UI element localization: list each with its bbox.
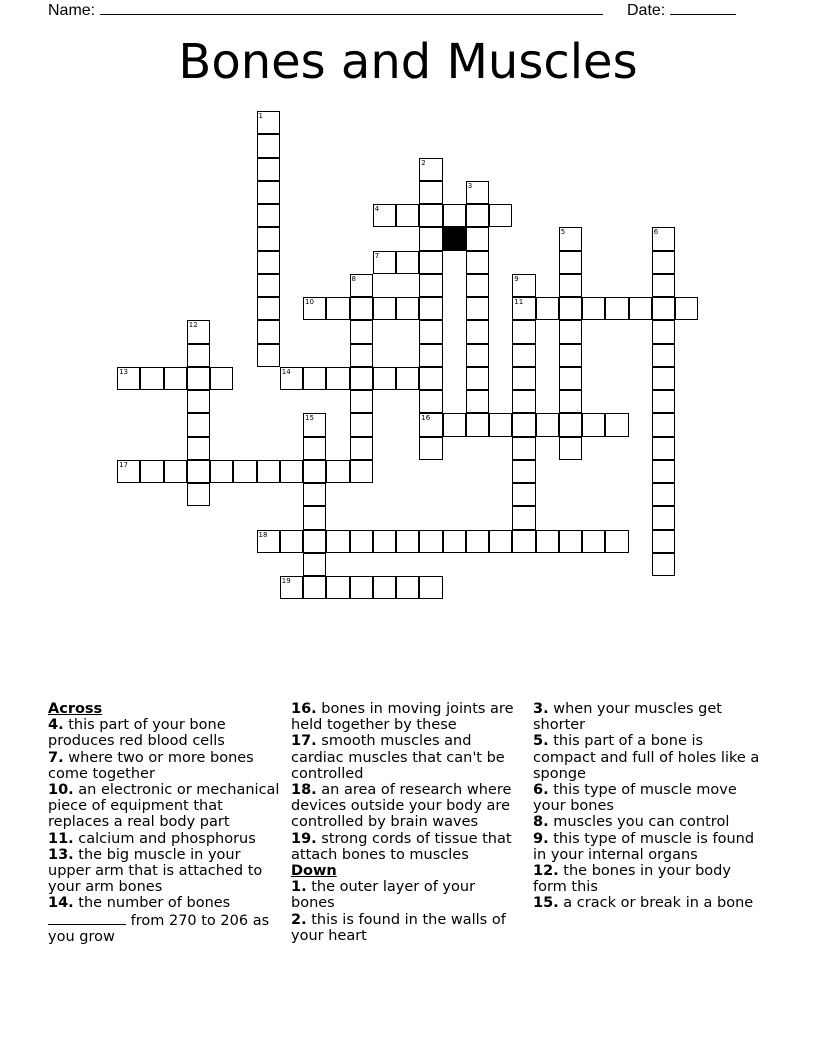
grid-cell[interactable]	[326, 530, 349, 553]
grid-cell[interactable]	[303, 530, 326, 553]
grid-cell[interactable]	[419, 413, 442, 436]
grid-cell[interactable]	[419, 181, 442, 204]
name-label: Name:	[48, 2, 96, 19]
clue-number: 18	[258, 530, 268, 539]
grid-cell[interactable]	[512, 297, 535, 320]
grid-cell[interactable]	[257, 134, 280, 157]
grid-cell[interactable]	[303, 576, 326, 599]
clue-across-19: 19. strong cords of tissue that attach bones to muscles	[291, 830, 512, 863]
grid-cell[interactable]	[326, 576, 349, 599]
grid-cell[interactable]	[303, 297, 326, 320]
grid-cell[interactable]	[605, 297, 628, 320]
grid-cell[interactable]	[187, 320, 210, 343]
grid-cell[interactable]	[187, 367, 210, 390]
grid-cell[interactable]	[419, 227, 442, 250]
grid-cell[interactable]	[303, 483, 326, 506]
grid-cell[interactable]	[419, 158, 442, 181]
grid-cell[interactable]	[257, 181, 280, 204]
grid-cell[interactable]	[652, 227, 675, 250]
grid-cell[interactable]	[466, 320, 489, 343]
grid-cell[interactable]	[187, 390, 210, 413]
grid-cell[interactable]	[512, 506, 535, 529]
grid-cell[interactable]	[257, 274, 280, 297]
grid-cell[interactable]	[652, 344, 675, 367]
clue-across-13: 13. the big muscle in your upper arm that is attached to your arm bones	[48, 846, 263, 896]
grid-cell[interactable]	[350, 576, 373, 599]
grid-cell[interactable]	[443, 530, 466, 553]
grid-cell[interactable]	[419, 251, 442, 274]
grid-cell[interactable]	[559, 227, 582, 250]
grid-cell[interactable]	[652, 460, 675, 483]
grid-cell[interactable]	[652, 297, 675, 320]
grid-cell[interactable]	[373, 530, 396, 553]
grid-cell[interactable]	[536, 530, 559, 553]
clue-number: 4	[374, 205, 380, 213]
clue-number: 15	[305, 414, 314, 423]
grid-cell[interactable]	[350, 437, 373, 460]
grid-cell[interactable]	[140, 460, 163, 483]
clue-down-3: 3. when your muscles get shorter	[533, 701, 722, 734]
grid-cell[interactable]	[466, 390, 489, 413]
grid-cell[interactable]	[512, 530, 535, 553]
grid-cell[interactable]	[559, 437, 582, 460]
grid-cell[interactable]	[652, 530, 675, 553]
grid-cell[interactable]	[396, 367, 419, 390]
clue-number: 11	[514, 298, 524, 306]
grid-cell[interactable]	[326, 297, 349, 320]
grid-cell[interactable]	[257, 530, 280, 553]
grid-cell[interactable]	[396, 204, 419, 227]
grid-cell[interactable]	[303, 553, 326, 576]
clue-number: 14	[281, 367, 291, 376]
across-heading: Across	[48, 701, 103, 717]
grid-cell[interactable]	[303, 437, 326, 460]
clue-across-10: 10. an electronic or mechanical piece of equipment that replaces a real body part	[48, 782, 280, 831]
clue-number: 13	[119, 367, 128, 376]
clue-number: 3	[467, 181, 473, 190]
grid-cell[interactable]	[559, 297, 582, 320]
grid-cell[interactable]	[466, 297, 489, 320]
grid-cell[interactable]	[257, 204, 280, 227]
grid-cell[interactable]	[489, 204, 512, 227]
grid-cell[interactable]	[512, 437, 535, 460]
grid-cell[interactable]	[489, 530, 512, 553]
clue-column-3	[533, 701, 765, 912]
clue-number: 16	[421, 414, 431, 423]
grid-cell[interactable]	[350, 367, 373, 390]
grid-cell[interactable]	[257, 251, 280, 274]
grid-cell[interactable]	[582, 297, 605, 320]
grid-cell[interactable]	[559, 530, 582, 553]
grid-cell[interactable]	[652, 367, 675, 390]
grid-cell[interactable]	[280, 576, 303, 599]
grid-cell[interactable]	[559, 274, 582, 297]
grid-cell[interactable]	[117, 460, 140, 483]
clue-down-9: 9. this type of muscle is found in your internal organs	[533, 830, 755, 863]
clue-number: 1	[258, 112, 263, 120]
grid-cell[interactable]	[466, 367, 489, 390]
grid-cell[interactable]	[419, 204, 442, 227]
clue-number: 12	[188, 321, 198, 330]
grid-cell[interactable]	[536, 413, 559, 436]
clue-column-2	[291, 701, 523, 944]
grid-cell[interactable]	[350, 297, 373, 320]
clue-across-17: 17. smooth muscles and cardiac muscles that can't be controlled	[291, 733, 505, 782]
grid-cell[interactable]	[210, 460, 233, 483]
grid-cell[interactable]	[512, 483, 535, 506]
grid-cell[interactable]	[466, 204, 489, 227]
grid-cell[interactable]	[512, 367, 535, 390]
grid-cell[interactable]	[512, 320, 535, 343]
clue-number: 5	[560, 228, 566, 237]
grid-cell[interactable]	[350, 320, 373, 343]
grid-cell[interactable]	[466, 344, 489, 367]
page-title: Bones and Muscles	[178, 34, 638, 90]
grid-cell[interactable]	[350, 390, 373, 413]
clue-across-18: 18. an area of research where devices outside your body are controlled by brain waves	[291, 782, 512, 831]
grid-cell[interactable]	[350, 413, 373, 436]
grid-cell[interactable]	[187, 413, 210, 436]
grid-cell[interactable]	[396, 251, 419, 274]
grid-cell[interactable]	[512, 413, 535, 436]
date-label: Date:	[627, 2, 666, 19]
clue-number: 19	[281, 577, 291, 585]
grid-cell[interactable]	[257, 227, 280, 250]
grid-cell[interactable]	[164, 460, 187, 483]
grid-cell[interactable]	[419, 530, 442, 553]
grid-cell[interactable]	[466, 274, 489, 297]
grid-cell[interactable]	[675, 297, 698, 320]
grid-cell[interactable]	[373, 367, 396, 390]
clue-across-7: 7. where two or more bones come together	[48, 749, 254, 782]
grid-cell[interactable]	[396, 576, 419, 599]
clue-down-6: 6. this type of muscle move your bones	[533, 782, 737, 815]
grid-cell[interactable]	[233, 460, 256, 483]
grid-cell[interactable]	[559, 251, 582, 274]
grid-cell[interactable]	[512, 274, 535, 297]
grid-cell[interactable]	[303, 506, 326, 529]
grid-cell[interactable]	[419, 274, 442, 297]
grid-cell[interactable]	[652, 553, 675, 576]
grid-cell[interactable]	[512, 390, 535, 413]
grid-cell[interactable]	[326, 460, 349, 483]
clue-number: 6	[653, 228, 659, 237]
grid-cell[interactable]	[652, 483, 675, 506]
grid-cell[interactable]	[652, 251, 675, 274]
grid-cell[interactable]	[419, 344, 442, 367]
grid-cell[interactable]	[652, 506, 675, 529]
clue-across-11: 11. calcium and phosphorus	[48, 830, 256, 847]
clue-down-2: 2. this is found in the walls of your heart	[291, 911, 506, 944]
grid-cell[interactable]	[373, 297, 396, 320]
grid-cell[interactable]	[140, 367, 163, 390]
grid-cell[interactable]	[280, 460, 303, 483]
clue-across-16: 16. bones in moving joints are held together by these	[291, 701, 514, 734]
grid-cell[interactable]	[512, 344, 535, 367]
grid-cell[interactable]	[605, 413, 628, 436]
grid-cell[interactable]	[559, 320, 582, 343]
grid-cell[interactable]	[373, 251, 396, 274]
grid-cell[interactable]	[443, 413, 466, 436]
clue-number: 9	[514, 274, 519, 283]
grid-cell[interactable]	[559, 390, 582, 413]
clue-down-8: 8. muscles you can control	[533, 814, 730, 831]
grid-cell[interactable]	[396, 530, 419, 553]
clue-down-1: 1. the outer layer of your bones	[291, 879, 476, 912]
grid-cell[interactable]	[187, 437, 210, 460]
grid-cell[interactable]	[466, 251, 489, 274]
grid-cell[interactable]	[629, 297, 652, 320]
grid-cell[interactable]	[350, 274, 373, 297]
grid-cell[interactable]	[652, 390, 675, 413]
clue-across-4: 4. this part of your bone produces red blood cells	[48, 717, 226, 750]
grid-cell[interactable]	[373, 576, 396, 599]
grid-cell[interactable]	[350, 460, 373, 483]
grid-cell[interactable]	[187, 460, 210, 483]
grid-cell[interactable]	[582, 530, 605, 553]
grid-cell[interactable]	[164, 367, 187, 390]
grid-cell[interactable]	[257, 344, 280, 367]
grid-cell[interactable]	[257, 320, 280, 343]
grid-cell[interactable]	[466, 413, 489, 436]
grid-cell[interactable]	[350, 344, 373, 367]
grid-cell[interactable]	[257, 111, 280, 134]
grid-cell[interactable]	[257, 460, 280, 483]
clue-number: 8	[351, 274, 356, 283]
black-square	[443, 227, 466, 250]
clue-number: 10	[305, 298, 314, 306]
grid-cell[interactable]	[419, 390, 442, 413]
grid-cell[interactable]	[559, 344, 582, 367]
grid-cell[interactable]	[536, 297, 559, 320]
grid-cell[interactable]	[582, 413, 605, 436]
grid-cell[interactable]	[257, 297, 280, 320]
grid-cell[interactable]	[303, 367, 326, 390]
grid-cell[interactable]	[373, 204, 396, 227]
down-heading: Down	[291, 863, 337, 880]
clue-down-12: 12. the bones in your body form this	[533, 863, 731, 896]
grid-cell[interactable]	[303, 413, 326, 436]
grid-cell[interactable]	[559, 413, 582, 436]
grid-cell[interactable]	[419, 320, 442, 343]
grid-cell[interactable]	[187, 483, 210, 506]
grid-cell[interactable]	[326, 367, 349, 390]
clue-down-5: 5. this part of a bone is compact and full of holes like a sponge	[533, 733, 760, 782]
grid-cell[interactable]	[466, 530, 489, 553]
grid-cell[interactable]	[652, 320, 675, 343]
grid-cell[interactable]	[210, 367, 233, 390]
grid-cell[interactable]	[652, 274, 675, 297]
grid-cell[interactable]	[466, 227, 489, 250]
grid-cell[interactable]	[419, 576, 442, 599]
grid-cell[interactable]	[257, 158, 280, 181]
grid-cell[interactable]	[280, 367, 303, 390]
grid-cell[interactable]	[419, 367, 442, 390]
grid-cell[interactable]	[605, 530, 628, 553]
fill-in-blank	[48, 912, 126, 925]
grid-cell[interactable]	[443, 204, 466, 227]
grid-cell[interactable]	[466, 181, 489, 204]
grid-cell[interactable]	[303, 460, 326, 483]
clue-column-1	[48, 701, 280, 945]
grid-cell[interactable]	[419, 437, 442, 460]
grid-cell[interactable]	[280, 530, 303, 553]
grid-cell[interactable]	[489, 413, 512, 436]
grid-cell[interactable]	[187, 344, 210, 367]
grid-cell[interactable]	[350, 530, 373, 553]
clue-number: 7	[374, 251, 380, 260]
grid-cell[interactable]	[512, 460, 535, 483]
grid-cell[interactable]	[559, 367, 582, 390]
clue-number: 17	[119, 460, 128, 469]
grid-cell[interactable]	[652, 437, 675, 460]
grid-cell[interactable]	[652, 413, 675, 436]
grid-cell[interactable]	[117, 367, 140, 390]
grid-cell[interactable]	[396, 297, 419, 320]
grid-cell[interactable]	[419, 297, 442, 320]
clue-across-14: 14. the number of bones from 270 to 206 as you grow	[48, 895, 270, 945]
clue-down-15: 15. a crack or break in a bone	[533, 895, 754, 912]
clue-number: 2	[421, 158, 426, 167]
